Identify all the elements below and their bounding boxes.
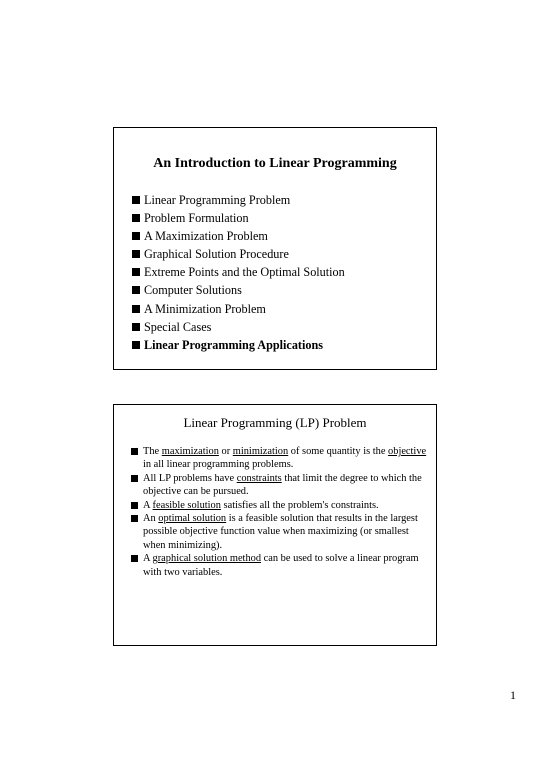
square-bullet-icon [131,555,138,562]
topic-list [132,191,345,354]
list-item: Problem Formulation [132,209,345,227]
list-item: An optimal solution is a feasible solution that results in the largest possible objective function value when maximizing (or smallest when minimizing). [131,512,431,552]
term: optimal solution [158,513,227,525]
square-bullet-icon [131,448,138,455]
square-bullet-icon [131,515,138,522]
list-item-current: Linear Programming Applications [132,336,345,354]
term: constraints [236,472,282,484]
term: maximization [161,446,219,457]
page-number: 1 [510,688,516,702]
term: minimization [232,446,289,457]
term: feasible solution [152,499,221,511]
list-item: Special Cases [132,318,345,336]
square-bullet-icon [132,268,140,276]
list-item: Extreme Points and the Optimal Solution [132,263,345,281]
square-bullet-icon [132,323,140,331]
square-bullet-icon [131,475,138,482]
slide-intro [113,127,437,370]
slide-title: An Introduction to Linear Programming [153,156,397,171]
square-bullet-icon [132,232,140,240]
square-bullet-icon [132,250,140,258]
square-bullet-icon [132,214,140,222]
definition-list [131,445,431,579]
list-item: A graphical solution method can be used to solve a linear program with two variables. [131,552,431,579]
slide-title: Linear Programming (LP) Problem [183,415,367,430]
square-bullet-icon [131,502,138,509]
square-bullet-icon [132,341,140,349]
square-bullet-icon [132,196,140,204]
term: objective [388,446,427,457]
square-bullet-icon [132,286,140,294]
list-item: The maximization or minimization of some quantity is the objective in all linear programming problems. [131,445,431,472]
term: graphical solution method [152,553,262,565]
list-item: A feasible solution satisfies all the problem's constraints. [131,499,431,512]
list-item: Graphical Solution Procedure [132,245,345,263]
list-item: A Maximization Problem [132,227,345,245]
list-item: All LP problems have constraints that limit the degree to which the objective can be pursued. [131,472,431,499]
slide-lp-problem [113,404,437,646]
list-item: Computer Solutions [132,281,345,299]
list-item: Linear Programming Problem [132,191,345,209]
list-item: A Minimization Problem [132,300,345,318]
square-bullet-icon [132,305,140,313]
